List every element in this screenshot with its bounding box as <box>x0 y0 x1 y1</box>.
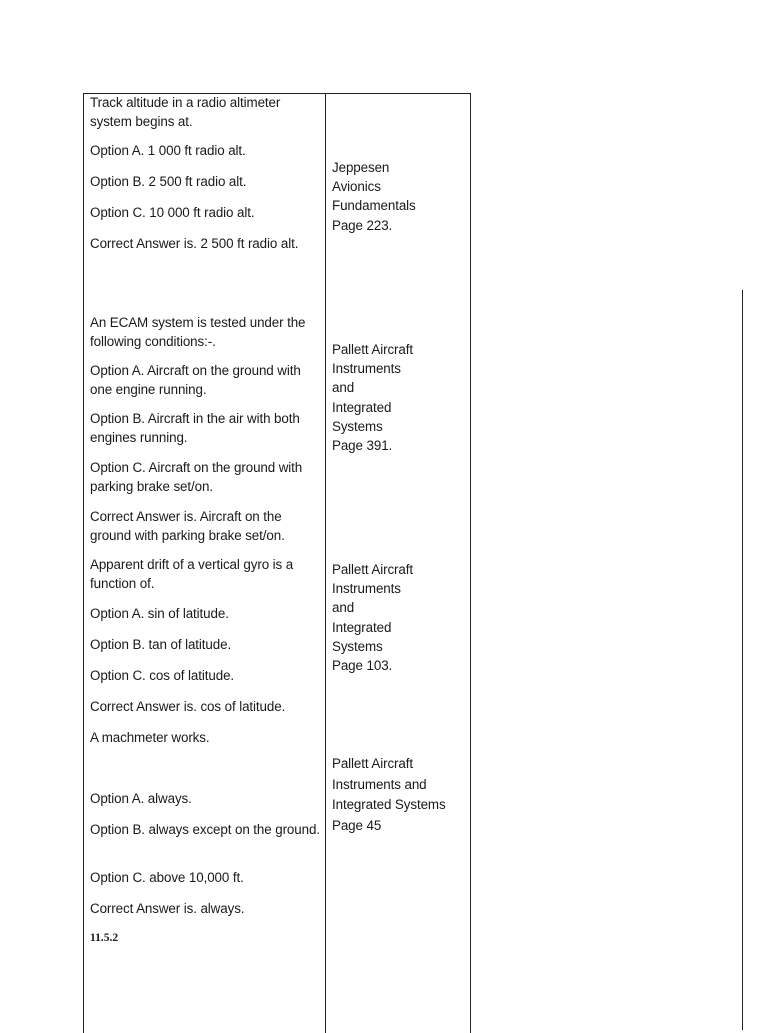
reference-line: and <box>332 380 355 396</box>
question-2-answer: Correct Answer is. Aircraft on the ground with parking brake set/on. <box>90 509 285 543</box>
reference-line: Integrated Systems <box>332 797 446 813</box>
question-1-option-c: Option C. 10 000 ft radio alt. <box>90 205 255 220</box>
question-1-reference <box>332 158 468 235</box>
question-4-reference <box>332 754 468 836</box>
question-3-reference <box>332 560 468 675</box>
question-2-reference <box>332 340 468 455</box>
column-divider <box>325 94 326 1033</box>
question-1-text: Track altitude in a radio altimeter system begins at. <box>90 95 281 129</box>
question-4-text: A machmeter works. <box>90 730 210 745</box>
reference-line: Pallett Aircraft <box>332 562 414 577</box>
reference-line: Pallett Aircraft <box>332 342 414 357</box>
question-3-option-b: Option B. tan of latitude. <box>90 637 232 652</box>
reference-line: Fundamentals <box>332 198 416 214</box>
reference-line: and <box>332 600 355 616</box>
question-2-option-c: Option C. Aircraft on the ground with parking brake set/on. <box>90 460 303 494</box>
section-number: 11.5.2 <box>90 932 119 944</box>
reference-line: Integrated <box>332 399 392 415</box>
question-2-text: An ECAM system is tested under the following conditions:-. <box>90 315 306 349</box>
reference-line: Avionics <box>332 179 381 195</box>
question-3-text: Apparent drift of a vertical gyro is a function of. <box>90 557 294 591</box>
question-4-option-a: Option A. always. <box>90 791 192 806</box>
reference-line: Page 223. <box>332 217 393 233</box>
reference-line: Pallett Aircraft <box>332 756 414 771</box>
reference-line: Systems <box>332 418 383 434</box>
page-edge-rule <box>742 290 743 1030</box>
question-3-answer: Correct Answer is. cos of latitude. <box>90 699 286 714</box>
question-1-option-b: Option B. 2 500 ft radio alt. <box>90 174 247 189</box>
reference-line: Systems <box>332 638 383 654</box>
question-1-answer: Correct Answer is. 2 500 ft radio alt. <box>90 236 299 251</box>
question-2-option-b: Option B. Aircraft in the air with both engines running. <box>90 411 300 445</box>
question-1-option-a: Option A. 1 000 ft radio alt. <box>90 143 246 158</box>
question-4-option-b: Option B. always except on the ground. <box>90 822 320 837</box>
reference-line: Integrated <box>332 619 392 635</box>
reference-line: Instruments <box>332 361 401 377</box>
question-2-option-a: Option A. Aircraft on the ground with one engine running. <box>90 363 301 397</box>
reference-line: Page 391. <box>332 438 393 454</box>
question-4-option-c: Option C. above 10,000 ft. <box>90 870 244 885</box>
question-3-option-c: Option C. cos of latitude. <box>90 668 235 683</box>
reference-line: Instruments <box>332 581 401 597</box>
reference-line: Page 45 <box>332 817 382 833</box>
reference-line: Page 103. <box>332 658 393 674</box>
question-4-answer: Correct Answer is. always. <box>90 901 245 916</box>
question-3-option-a: Option A. sin of latitude. <box>90 606 229 621</box>
reference-line: Instruments and <box>332 776 427 792</box>
reference-line: Jeppesen <box>332 160 390 175</box>
